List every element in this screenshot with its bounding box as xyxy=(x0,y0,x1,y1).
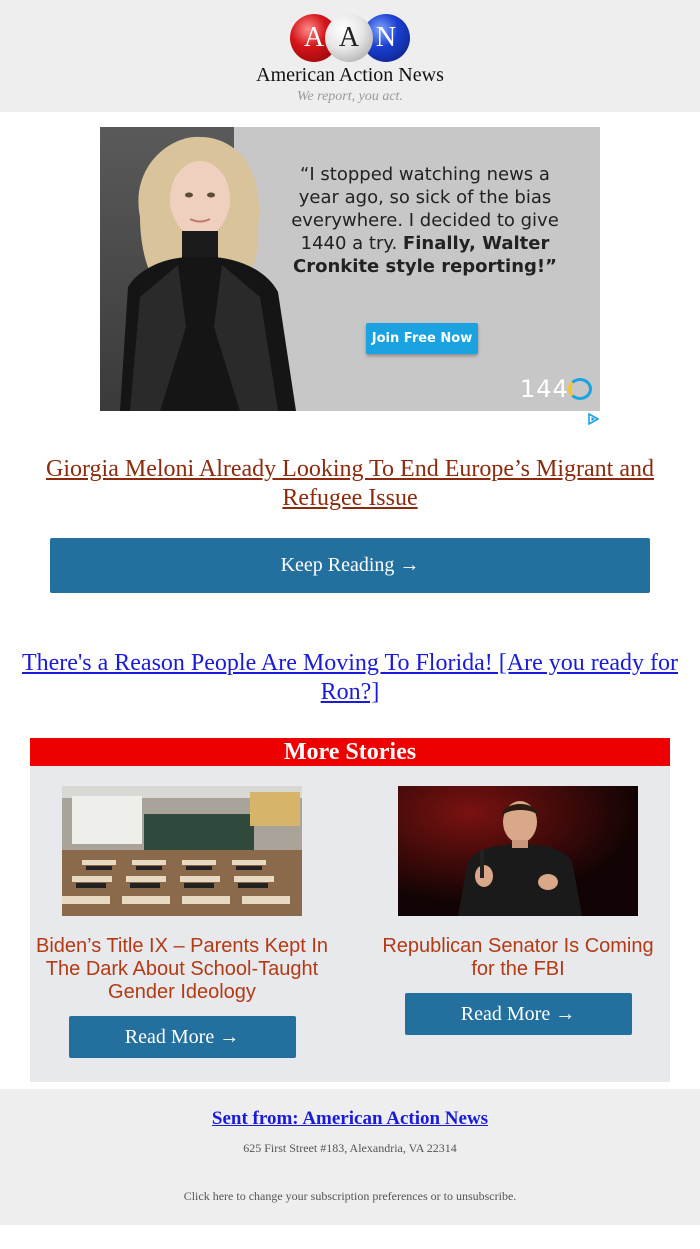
more-stories-section xyxy=(30,766,670,1082)
newsletter-footer xyxy=(0,1089,700,1225)
story-card xyxy=(32,786,332,1058)
ad-brand-ring-icon xyxy=(568,378,592,400)
ad-quote-plain: “I stopped watching news a year ago, so sick of the bias everywhere. I decided to give 1440 a try. xyxy=(291,164,559,254)
more-stories-heading: More Stories xyxy=(30,738,670,766)
adchoices-icon[interactable] xyxy=(587,413,599,425)
story-card xyxy=(368,786,668,1035)
read-more-button[interactable]: Read More → xyxy=(69,1016,296,1058)
logo-letter-a1: A xyxy=(303,22,325,53)
unsubscribe-link[interactable]: Click here to change your subscription preferences or to unsubscribe. xyxy=(183,1189,517,1203)
newsletter-header xyxy=(0,0,700,112)
read-more-button[interactable]: Read More → xyxy=(405,993,632,1035)
footer-address: 625 First Street #183, Alexandria, VA 22314 xyxy=(243,1141,457,1155)
site-tagline: We report, you act. xyxy=(297,89,403,104)
keep-reading-button[interactable]: Keep Reading → xyxy=(50,538,650,593)
speaker-photo[interactable] xyxy=(398,786,638,916)
ad-quote-bold: Finally, Walter Cronkite style reporting!” xyxy=(293,233,557,277)
advertisement-banner[interactable] xyxy=(100,127,600,411)
site-name: American Action News xyxy=(256,64,444,86)
story-title-link[interactable]: Biden’s Title IX – Parents Kept In The Dark About School-Taught Gender Ideology xyxy=(35,935,329,1003)
ad-brand-logo: 144 xyxy=(520,375,569,403)
site-logo[interactable] xyxy=(290,14,412,64)
headline-link-meloni[interactable]: Giorgia Meloni Already Looking To End Europe’s Migrant and Refugee Issue xyxy=(45,456,654,511)
sent-from-link[interactable]: Sent from: American Action News xyxy=(211,1108,489,1129)
headline-link-florida[interactable]: There's a Reason People Are Moving To Florida! [Are you ready for Ron?] xyxy=(21,650,679,705)
ad-woman-photo xyxy=(100,127,310,411)
ad-quote xyxy=(290,163,560,278)
story-title-link[interactable]: Republican Senator Is Coming for the FBI xyxy=(382,935,654,980)
join-free-button[interactable]: Join Free Now xyxy=(366,323,478,354)
logo-letter-n: N xyxy=(375,22,397,53)
logo-ball-white xyxy=(325,14,373,62)
logo-letter-a2: A xyxy=(338,22,360,53)
classroom-photo[interactable] xyxy=(62,786,302,916)
